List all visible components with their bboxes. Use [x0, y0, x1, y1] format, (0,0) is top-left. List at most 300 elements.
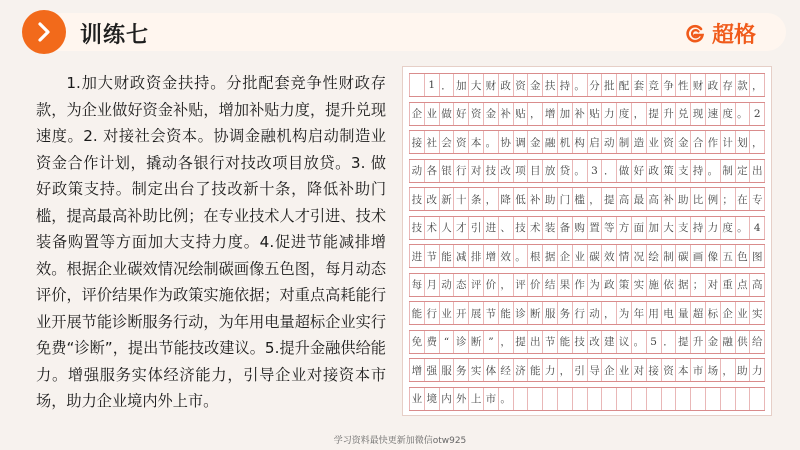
- grid-cell: 备: [558, 217, 573, 239]
- grid-cell: 改: [425, 188, 440, 210]
- grid-cell: [617, 388, 632, 410]
- grid-cell: 度: [721, 103, 736, 125]
- grid-cell: [514, 388, 529, 410]
- grid-cell: 减: [454, 245, 469, 267]
- grid-row: [409, 102, 765, 126]
- grid-cell: 本: [676, 359, 691, 381]
- grid-cell: 业: [573, 245, 588, 267]
- grid-cell: 金: [676, 131, 691, 153]
- grid-cell: 外: [454, 388, 469, 410]
- grid-cell: 强: [425, 359, 440, 381]
- grid-cell: 。: [632, 331, 647, 353]
- grid-cell: 企: [558, 245, 573, 267]
- grid-cell: 量: [676, 302, 691, 324]
- grid-cell: 节: [425, 245, 440, 267]
- grid-cell: 2: [750, 103, 765, 125]
- grid-cell: 出: [528, 331, 543, 353]
- composition-grid-sheet: [402, 66, 772, 416]
- grid-cell: 升: [662, 103, 677, 125]
- grid-cell: [573, 388, 588, 410]
- grid-cell: [691, 388, 706, 410]
- grid-cell: 策: [662, 160, 677, 182]
- grid-cell: ，: [602, 302, 617, 324]
- grid-cell: 。: [499, 388, 514, 410]
- grid-cell: 贷: [558, 160, 573, 182]
- grid-cell: 构: [573, 131, 588, 153]
- grid-cell: 色: [736, 245, 751, 267]
- grid-cell: 制: [721, 160, 736, 182]
- grid-cell: 、: [499, 217, 514, 239]
- grid-cell: 务: [558, 302, 573, 324]
- grid-cell: 支: [676, 217, 691, 239]
- grid-cell: 节: [543, 331, 558, 353]
- grid-cell: 内: [440, 388, 455, 410]
- grid-cell: ”: [484, 331, 499, 353]
- grid-cell: 效: [602, 245, 617, 267]
- grid-cell: 高: [647, 188, 662, 210]
- grid-cell: 定: [736, 160, 751, 182]
- grid-cell: 资: [454, 131, 469, 153]
- grid-cell: 度: [617, 103, 632, 125]
- grid-cell: ，: [750, 74, 765, 96]
- grid-cell: [632, 388, 647, 410]
- grid-cell: 效: [499, 245, 514, 267]
- grid-cell: 况: [632, 245, 647, 267]
- grid-cell: 速: [706, 103, 721, 125]
- grid-cell: 提: [647, 103, 662, 125]
- grid-cell: 银: [440, 160, 455, 182]
- grid-cell: 比: [691, 188, 706, 210]
- grid-cell: 才: [454, 217, 469, 239]
- grid-row: [409, 301, 765, 325]
- grid-cell: 动: [440, 274, 455, 296]
- grid-cell: 月: [425, 274, 440, 296]
- grid-cell: 争: [662, 74, 677, 96]
- grid-cell: 。: [573, 160, 588, 182]
- grid-cell: 施: [647, 274, 662, 296]
- grid-cell: ；: [691, 274, 706, 296]
- grid-cell: 资: [469, 103, 484, 125]
- grid-cell: 资: [514, 74, 529, 96]
- grid-cell: [543, 388, 558, 410]
- grid-cell: 金: [706, 331, 721, 353]
- grid-cell: 。: [484, 131, 499, 153]
- grid-cell: 业: [440, 302, 455, 324]
- grid-cell: 行: [425, 302, 440, 324]
- grid-cell: 排: [469, 245, 484, 267]
- grid-cell: 改: [499, 160, 514, 182]
- grid-cell: 。: [514, 245, 529, 267]
- chevron-right-icon: [22, 10, 66, 54]
- grid-cell: 上: [469, 388, 484, 410]
- grid-cell: 。: [573, 74, 588, 96]
- grid-cell: 市: [691, 359, 706, 381]
- grid-cell: [558, 388, 573, 410]
- grid-cell: 实: [750, 302, 765, 324]
- grid-cell: 持: [558, 74, 573, 96]
- grid-cell: 能: [440, 245, 455, 267]
- grid-cell: 服: [543, 302, 558, 324]
- grid-cell: 加: [647, 217, 662, 239]
- grid-cell: 供: [736, 331, 751, 353]
- grid-cell: 节: [484, 302, 499, 324]
- grid-cell: 据: [676, 274, 691, 296]
- grid-cell: 在: [736, 188, 751, 210]
- grid-cell: 划: [736, 131, 751, 153]
- grid-cell: 政: [706, 74, 721, 96]
- grid-cell: 协: [499, 131, 514, 153]
- grid-cell: 做: [617, 160, 632, 182]
- grid-cell: 补: [573, 103, 588, 125]
- grid-cell: “: [440, 331, 455, 353]
- grid-row: [409, 273, 765, 297]
- grid-cell: 能: [558, 331, 573, 353]
- grid-cell: 提: [602, 188, 617, 210]
- grid-cell: 4: [750, 217, 765, 239]
- grid-cell: 结: [543, 274, 558, 296]
- grid-cell: 金: [484, 103, 499, 125]
- grid-cell: 目: [528, 160, 543, 182]
- grid-cell: 低: [514, 188, 529, 210]
- grid-cell: 给: [750, 331, 765, 353]
- grid-cell: 增: [409, 359, 425, 381]
- grid-cell: 像: [706, 245, 721, 267]
- grid-cell: 融: [543, 131, 558, 153]
- grid-cell: 门: [558, 188, 573, 210]
- grid-cell: 购: [573, 217, 588, 239]
- grid-cell: 电: [662, 302, 677, 324]
- grid-cell: 高: [750, 274, 765, 296]
- grid-cell: 力: [750, 359, 765, 381]
- grid-cell: 项: [514, 160, 529, 182]
- grid-cell: 务: [454, 359, 469, 381]
- grid-cell: 引: [573, 359, 588, 381]
- grid-cell: ．: [602, 160, 617, 182]
- grid-cell: 分: [588, 74, 603, 96]
- grid-cell: 诊: [454, 331, 469, 353]
- grid-cell: 术: [528, 217, 543, 239]
- grid-cell: 性: [676, 74, 691, 96]
- grid-cell: 补: [662, 188, 677, 210]
- grid-cell: [750, 388, 765, 410]
- grid-cell: 力: [543, 359, 558, 381]
- grid-cell: 扶: [543, 74, 558, 96]
- grid-row: [409, 73, 765, 97]
- grid-cell: 策: [617, 274, 632, 296]
- grid-cell: 政: [602, 274, 617, 296]
- grid-cell: 作: [573, 274, 588, 296]
- grid-cell: ，: [588, 188, 603, 210]
- grid-row: [409, 330, 765, 354]
- grid-cell: 套: [632, 74, 647, 96]
- grid-cell: 企: [721, 302, 736, 324]
- grid-cell: 图: [750, 245, 765, 267]
- grid-cell: 技: [409, 217, 425, 239]
- grid-cell: 企: [409, 103, 425, 125]
- grid-cell: 接: [409, 131, 425, 153]
- grid-cell: 业: [736, 302, 751, 324]
- grid-cell: 接: [647, 359, 662, 381]
- grid-cell: ，: [484, 188, 499, 210]
- grid-cell: 提: [514, 331, 529, 353]
- grid-cell: 为: [588, 274, 603, 296]
- grid-cell: 各: [425, 160, 440, 182]
- grid-cell: 财: [484, 74, 499, 96]
- grid-cell: 经: [499, 359, 514, 381]
- grid-cell: 态: [454, 274, 469, 296]
- grid-cell: 导: [588, 359, 603, 381]
- grid-cell: 技: [409, 188, 425, 210]
- grid-cell: 等: [602, 217, 617, 239]
- grid-cell: 果: [558, 274, 573, 296]
- grid-cell: [409, 74, 425, 96]
- brand-g-icon: [684, 23, 706, 45]
- grid-cell: 放: [543, 160, 558, 182]
- grid-cell: 1: [425, 74, 440, 96]
- grid-cell: 服: [440, 359, 455, 381]
- grid-cell: 场: [706, 359, 721, 381]
- grid-cell: 超: [691, 302, 706, 324]
- grid-cell: 市: [484, 388, 499, 410]
- grid-cell: 对: [706, 274, 721, 296]
- grid-cell: [706, 388, 721, 410]
- grid-cell: 十: [454, 188, 469, 210]
- grid-cell: 技: [514, 217, 529, 239]
- grid-cell: 面: [632, 217, 647, 239]
- grid-cell: 业: [425, 103, 440, 125]
- grid-cell: 断: [469, 331, 484, 353]
- grid-cell: 业: [617, 359, 632, 381]
- grid-cell: 。: [736, 103, 751, 125]
- brand-logo: [684, 18, 756, 49]
- grid-cell: 企: [602, 359, 617, 381]
- grid-cell: 碳: [588, 245, 603, 267]
- grid-cell: [721, 388, 736, 410]
- grid-row: [409, 244, 765, 268]
- grid-cell: 能: [499, 302, 514, 324]
- grid-cell: 业: [647, 131, 662, 153]
- grid-cell: 合: [691, 131, 706, 153]
- grid-cell: 财: [691, 74, 706, 96]
- grid-cell: 力: [602, 103, 617, 125]
- grid-cell: [602, 388, 617, 410]
- grid-cell: 好: [632, 160, 647, 182]
- grid-cell: 本: [469, 131, 484, 153]
- grid-cell: 画: [691, 245, 706, 267]
- grid-cell: 助: [736, 359, 751, 381]
- grid-cell: 免: [409, 331, 425, 353]
- grid-cell: 动: [602, 131, 617, 153]
- grid-cell: 碳: [676, 245, 691, 267]
- grid-cell: 配: [617, 74, 632, 96]
- grid-cell: 。: [706, 160, 721, 182]
- grid-cell: 方: [617, 217, 632, 239]
- grid-cell: 度: [721, 217, 736, 239]
- header-bar-container: [0, 0, 800, 62]
- grid-cell: ，: [499, 274, 514, 296]
- grid-cell: 业: [409, 388, 425, 410]
- grid-cell: 术: [425, 217, 440, 239]
- grid-cell: 融: [721, 331, 736, 353]
- grid-cell: 降: [499, 188, 514, 210]
- grid-cell: 大: [469, 74, 484, 96]
- grid-cell: 例: [706, 188, 721, 210]
- grid-cell: 价: [528, 274, 543, 296]
- grid-cell: 诊: [514, 302, 529, 324]
- grid-cell: 动: [588, 302, 603, 324]
- grid-cell: 竞: [647, 74, 662, 96]
- grid-cell: 。: [736, 217, 751, 239]
- grid-cell: 助: [676, 188, 691, 210]
- grid-cell: 好: [454, 103, 469, 125]
- grid-cell: ，: [499, 331, 514, 353]
- grid-cell: 现: [691, 103, 706, 125]
- grid-cell: 5: [647, 331, 662, 353]
- grid-cell: 政: [499, 74, 514, 96]
- grid-cell: 资: [662, 359, 677, 381]
- grid-cell: 境: [425, 388, 440, 410]
- grid-cell: 增: [543, 103, 558, 125]
- grid-cell: 补: [499, 103, 514, 125]
- grid-cell: 高: [617, 188, 632, 210]
- grid-row: [409, 187, 765, 211]
- grid-cell: 升: [691, 331, 706, 353]
- grid-cell: 技: [484, 160, 499, 182]
- grid-cell: 增: [484, 245, 499, 267]
- passage-paragraph: 1.加大财政资金扶持。分批配套竞争性财政存款，为企业做好资金补贴，增加补贴力度，提升兑现速度。2. 对接社会资本。协调金融机构启动制造业资金合作计划，撬动各银行对技改项目放贷。3. 做好政策支持。制定出台了技改新十条，降低补助门槛，提高最高补助比例；在专业技术人才引进、技术装备购置等方面加大支持力度。4.促进节能减排增效。根据企业碳效情况绘制碳画像五色图，每月动态评价，评价结果作为政策实施依据；对重点高耗能行业开展节能诊断服务行动，为年用电量超标企业实行免费“诊断”，提出节能技改建议。5.提升金融供给能力。增强服务实体经济能力，引导企业对接资本市场，助力企业境内外上市。: [36, 74, 386, 410]
- grid-cell: 新: [440, 188, 455, 210]
- grid-cell: 计: [721, 131, 736, 153]
- grid-cell: 加: [454, 74, 469, 96]
- grid-cell: 济: [514, 359, 529, 381]
- grid-cell: 展: [469, 302, 484, 324]
- grid-cell: 批: [602, 74, 617, 96]
- grid-cell: 槛: [573, 188, 588, 210]
- grid-cell: 建: [602, 331, 617, 353]
- grid-cell: 行: [454, 160, 469, 182]
- grid-cell: 款: [736, 74, 751, 96]
- grid-cell: 政: [647, 160, 662, 182]
- grid-cell: 出: [750, 160, 765, 182]
- grid-cell: 装: [543, 217, 558, 239]
- grid-cell: 标: [706, 302, 721, 324]
- grid-cell: ，: [528, 103, 543, 125]
- page-title: 训练七: [80, 23, 150, 48]
- grid-cell: 机: [558, 131, 573, 153]
- grid-cell: 评: [514, 274, 529, 296]
- grid-cell: 制: [617, 131, 632, 153]
- grid-row: [409, 387, 765, 411]
- grid-cell: [647, 388, 662, 410]
- grid-cell: 实: [469, 359, 484, 381]
- grid-cell: 社: [425, 131, 440, 153]
- grid-cell: 做: [440, 103, 455, 125]
- grid-cell: 条: [469, 188, 484, 210]
- grid-row: [409, 216, 765, 240]
- grid-cell: 情: [617, 245, 632, 267]
- grid-cell: 专: [750, 188, 765, 210]
- grid-cell: 金: [528, 131, 543, 153]
- grid-cell: [736, 388, 751, 410]
- grid-cell: 作: [706, 131, 721, 153]
- grid-cell: ，: [632, 103, 647, 125]
- grid-cell: 最: [632, 188, 647, 210]
- grid-cell: 调: [514, 131, 529, 153]
- grid-cell: 用: [647, 302, 662, 324]
- grid-cell: 金: [528, 74, 543, 96]
- grid-cell: 存: [721, 74, 736, 96]
- grid-cell: 支: [676, 160, 691, 182]
- footer-note: 学习资料最快更新加微信otw925: [333, 436, 467, 446]
- grid-cell: 五: [721, 245, 736, 267]
- grid-cell: 费: [425, 331, 440, 353]
- grid-cell: 价: [484, 274, 499, 296]
- grid-cell: 大: [662, 217, 677, 239]
- grid-cell: 能: [528, 359, 543, 381]
- grid-cell: [662, 388, 677, 410]
- grid-cell: 助: [543, 188, 558, 210]
- grid-cell: 引: [469, 217, 484, 239]
- grid-row: [409, 358, 765, 382]
- grid-cell: 补: [528, 188, 543, 210]
- grid-cell: 置: [588, 217, 603, 239]
- grid-cell: 3: [588, 160, 603, 182]
- grid-cell: 兑: [676, 103, 691, 125]
- grid-cell: 断: [528, 302, 543, 324]
- grid-cell: 造: [632, 131, 647, 153]
- grid-cell: ；: [721, 188, 736, 210]
- grid-cell: 贴: [514, 103, 529, 125]
- grid-cell: 据: [543, 245, 558, 267]
- brand-name: 超格: [711, 23, 756, 48]
- grid-cell: 依: [662, 274, 677, 296]
- grid-cell: 持: [691, 217, 706, 239]
- grid-cell: [528, 388, 543, 410]
- grid-cell: 开: [454, 302, 469, 324]
- grid-cell: ．: [440, 74, 455, 96]
- grid-cell: 资: [662, 131, 677, 153]
- grid-cell: 对: [469, 160, 484, 182]
- grid-cell: 年: [632, 302, 647, 324]
- grid-cell: 体: [484, 359, 499, 381]
- grid-cell: 评: [469, 274, 484, 296]
- grid-cell: 对: [632, 359, 647, 381]
- grid-cell: 为: [617, 302, 632, 324]
- grid-cell: 会: [440, 131, 455, 153]
- grid-cell: 技: [573, 331, 588, 353]
- grid-cell: 动: [409, 160, 425, 182]
- passage-text: [36, 70, 386, 415]
- grid-cell: 提: [676, 331, 691, 353]
- grid-cell: 改: [588, 331, 603, 353]
- grid-cell: 力: [706, 217, 721, 239]
- grid-row: [409, 130, 765, 154]
- grid-row: [409, 159, 765, 183]
- grid-cell: 启: [588, 131, 603, 153]
- grid-cell: 行: [573, 302, 588, 324]
- grid-cell: ，: [558, 359, 573, 381]
- grid-cell: 贴: [588, 103, 603, 125]
- grid-cell: 议: [617, 331, 632, 353]
- grid-cell: 制: [662, 245, 677, 267]
- grid-cell: 重: [721, 274, 736, 296]
- grid-cell: 持: [691, 160, 706, 182]
- grid-cell: 点: [736, 274, 751, 296]
- grid-cell: [676, 388, 691, 410]
- grid-cell: 人: [440, 217, 455, 239]
- grid-cell: ．: [662, 331, 677, 353]
- grid-cell: [588, 388, 603, 410]
